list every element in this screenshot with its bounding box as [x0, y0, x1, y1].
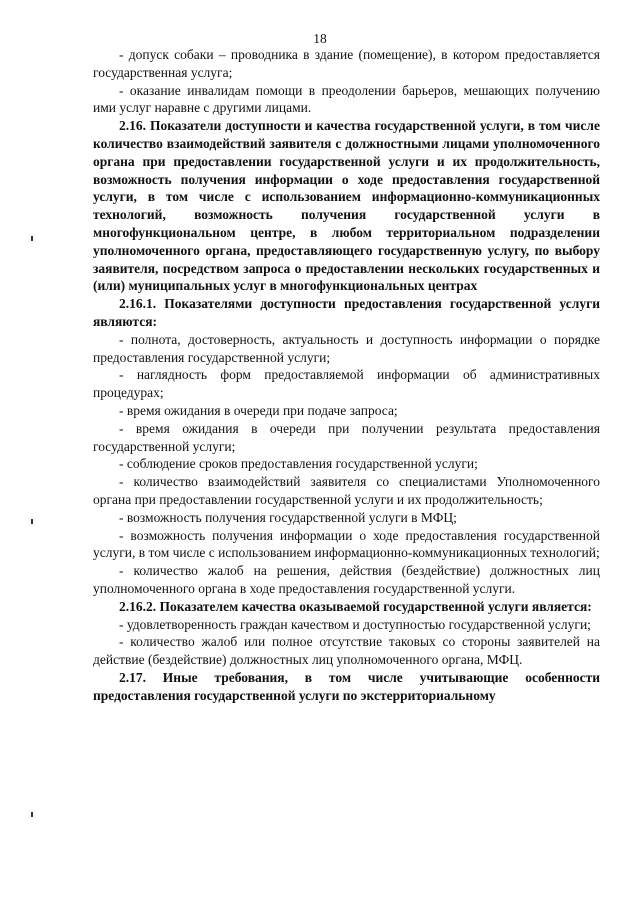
margin-mark: [31, 519, 33, 524]
list-item: - время ожидания в очереди при получении результата предоставления государственной услуги;: [93, 420, 600, 454]
list-item: - время ожидания в очереди при подаче запроса;: [119, 402, 398, 418]
list-item: - соблюдение сроков предоставления государственной услуги;: [119, 456, 478, 472]
subsection-heading-2-16-1: 2.16.1. Показателями доступности предоставления государственной услуги являются:: [93, 296, 600, 329]
list-item: - количество жалоб или полное отсутствие таковых со стороны заявителей на действие (бездействие) должностных лиц уполномоченного органа, МФЦ.: [93, 634, 600, 668]
page-number: 18: [313, 31, 327, 46]
list-item: - полнота, достоверность, актуальность и доступность информации о порядке предоставления государственной услуги;: [93, 331, 600, 365]
margin-mark: [31, 236, 33, 241]
list-item: - количество жалоб на решения, действия (бездействие) должностных лиц уполномоченного органа в ходе предоставления государственной услуги.: [93, 563, 600, 596]
list-item: - возможность получения информации о ходе предоставления государственной услуги, в том числе с использованием информационно-коммуникационных технологий;: [93, 527, 600, 561]
list-item: - удовлетворенность граждан качеством и доступностью государственной услуги;: [119, 616, 591, 632]
margin-mark: [31, 812, 33, 817]
list-item: - возможность получения государственной услуги в МФЦ;: [119, 509, 457, 525]
section-heading-2-16: 2.16. Показатели доступности и качества государственной услуги, в том числе количество взаимодействий заявителя с должностными лицами уполномоченного органа при предоставлении государственной услуги и их продолжительность, возможность получения информации о ходе предоставления государственной услуги, в том числе с использованием информационно-коммуникационных технологий, возможность получения государственной услуги в многофункциональном центре, в любом территориальном подразделении уполномоченного органа, предоставляющего государственную услугу, по выбору заявителя, посредством запроса о предоставлении нескольких государственных и (или) муниципальных услуг в многофункциональных центрах: [93, 118, 600, 294]
list-item: - количество взаимодействий заявителя со специалистами Уполномоченного органа при предоставлении государственной услуги и их продолжительность;: [93, 474, 600, 507]
list-item: - наглядность форм предоставляемой информации об административных процедурах;: [93, 367, 600, 401]
list-item-assistance: - оказание инвалидам помощи в преодолении барьеров, мешающих получению ими услуг наравне с другими лицами.: [93, 82, 600, 116]
section-heading-2-17: 2.17. Иные требования, в том числе учитывающие особенности предоставления государственной услуги по экстерриториальному: [93, 669, 600, 703]
subsection-heading-2-16-2: 2.16.2. Показателем качества оказываемой государственной услуги является:: [119, 598, 592, 614]
list-item-guide-dog: - допуск собаки – проводника в здание (помещение), в котором предоставляется государственная услуга;: [93, 47, 600, 80]
document-body: [93, 46, 600, 704]
